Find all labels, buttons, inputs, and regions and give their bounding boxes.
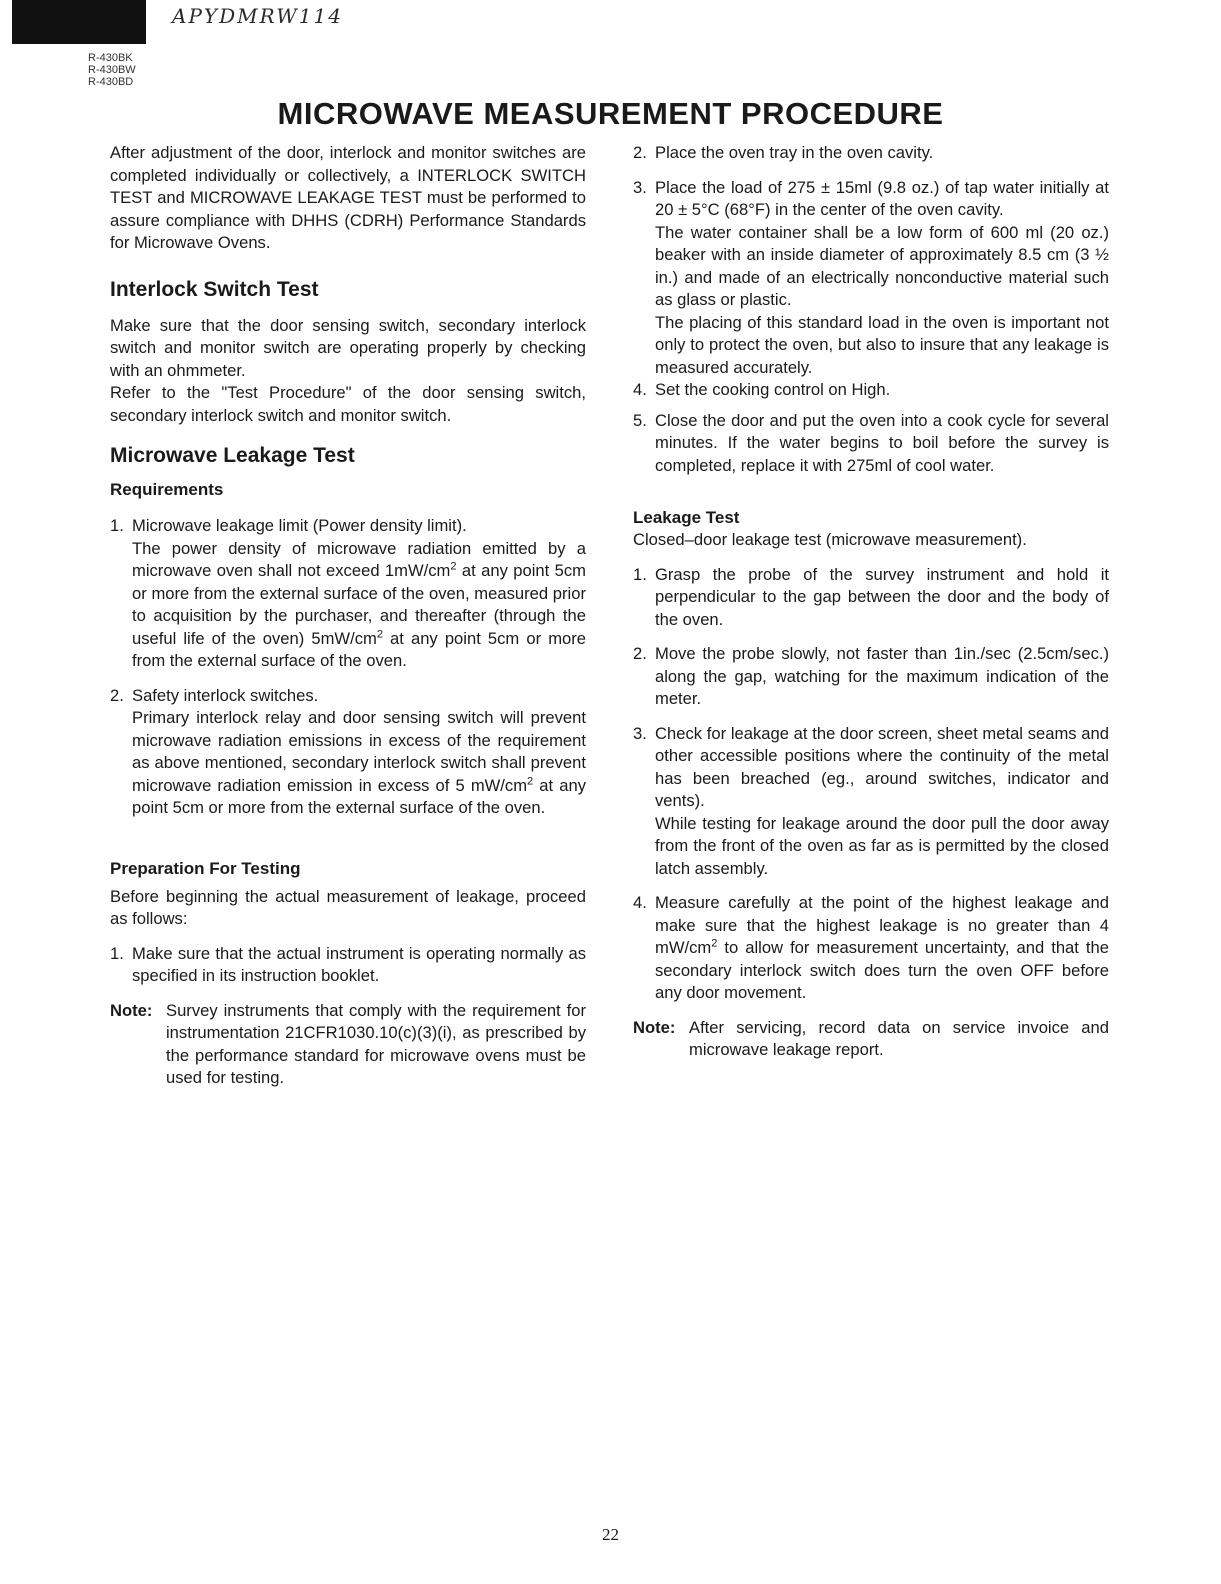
interlock-refer-paragraph: Refer to the "Test Procedure" of the door sensing switch, secondary interlock switch and monitor switch. [110,383,586,425]
preparation-item-text: The water container shall be a low form of 600 ml (20 oz.) beaker with an inside diameter of approximately 8.5 cm (3 ½ in.) and made of an electrically nonconductive material such as glass or plastic. [655,222,1109,309]
leakage-item-text: Measure carefully at the point of the highest leakage and make sure that the highest leakage is no greater than 4 $mW/cm^2$ to allow for measurement uncertainty, and that the secondary interlock switch does turn the oven OFF before any door movement. [655,893,1109,1002]
note-label: Note: [633,1017,676,1037]
requirement-item-1 [110,515,586,673]
preparation-item-text: Set the cooking control on High. [655,380,891,399]
preparation-item-3 [633,177,1109,380]
item-number: 1. [633,564,647,584]
item-number: 2. [110,685,124,705]
item-number: 2. [633,143,647,162]
interlock-paragraph: Make sure that the door sensing switch, secondary interlock switch and monitor switch are operating properly by checking with an ohmmeter. [110,315,586,380]
note-text: Survey instruments that comply with the requirement for instrumentation 21CFR1030.10(c)(3)(i), as prescribed by the performance standard for microwave ovens must be used for testing. [166,1000,586,1087]
requirement-body: The power density of microwave radiation emitted by a microwave oven shall not exceed $1mW/cm^2$ at any point 5cm or more from the external surface of the oven, measured prior to acquisition by the purchaser, and thereafter (through the useful life of the oven) $5mW/cm^2$ at any point 5cm or more from the external surface of the oven. [132,538,586,670]
requirement-title: Safety interlock switches. [132,685,319,705]
item-number: 1. [110,516,124,535]
microwave-leakage-test-heading: Microwave Leakage Test [110,444,355,467]
leakage-item-1 [633,564,1109,632]
left-column [110,142,586,1090]
preparation-item-4 [633,379,1109,402]
requirement-title: Microwave leakage limit (Power density limit). [132,516,467,535]
model-list [88,52,136,88]
requirement-item-2 [110,685,586,820]
preparation-item-5 [633,410,1109,478]
preparation-item-text: The placing of this standard load in the oven is important not only to protect the oven, but also to insure that any leakage is measured accurately. [655,312,1109,377]
leakage-item-text: While testing for leakage around the door pull the door away from the front of the oven as far as is permitted by the closed latch assembly. [655,813,1109,878]
preparation-heading: Preparation For Testing [110,858,301,878]
item-number: 4. [633,893,647,912]
page-title: MICROWAVE MEASUREMENT PROCEDURE [277,96,944,131]
preparation-note [110,1000,586,1090]
intro-paragraph: After adjustment of the door, interlock and monitor switches are completed individually or collectively, a INTERLOCK SWITCH TEST and MICROWAVE LEAKAGE TEST must be performed to assure compliance with DHHS (CDRH) Performance Standards for Microwave Ovens. [110,143,586,252]
leakage-item-text: Check for leakage at the door screen, sheet metal seams and other accessible positions where the continuity of the metal has been breached (eg., around switches, indicator and vents). [655,723,1109,810]
handwritten-note: APYDMRW114 [172,4,343,28]
note-text: After servicing, record data on service invoice and microwave leakage report. [689,1017,1109,1059]
preparation-intro: Before beginning the actual measurement of leakage, proceed as follows: [110,886,586,928]
leakage-item-4 [633,892,1109,1005]
interlock-switch-test-heading: Interlock Switch Test [110,277,319,301]
note-label: Note: [110,1000,153,1020]
right-column [633,142,1109,1062]
preparation-item-1 [110,943,586,988]
requirements-heading: Requirements [110,480,224,499]
leakage-test-heading: Leakage Test [633,508,740,527]
model-number: R-430BW [88,64,136,76]
leakage-item-text: Move the probe slowly, not faster than 1in./sec (2.5cm/sec.) along the gap, watching for the maximum indication of the meter. [655,644,1109,708]
item-number: 1. [110,943,124,963]
leakage-item-text: Grasp the probe of the survey instrument and hold it perpendicular to the gap between the door and the body of the oven. [655,564,1109,629]
model-number: R-430BK [88,52,133,64]
leakage-item-3 [633,723,1109,881]
item-number: 3. [633,723,647,743]
header-black-tab [12,0,146,44]
item-number: 2. [633,644,647,663]
item-number: 4. [633,380,647,399]
preparation-item-2 [633,142,1109,165]
requirement-body: Primary interlock relay and door sensing switch will prevent microwave radiation emissions in excess of the requirement as above mentioned, secondary interlock switch shall prevent microwave radiation emission in excess of 5 $mW/cm^2$ at any point 5cm or more from the external surface of the oven. [132,708,586,817]
leakage-item-2 [633,643,1109,711]
item-number: 5. [633,410,647,430]
page-number: 22 [602,1525,619,1544]
leakage-note [633,1017,1109,1062]
preparation-item-text: Place the load of 275 ± 15ml (9.8 oz.) of tap water initially at 20 ± 5°C (68°F) in the center of the oven cavity. [655,177,1109,219]
preparation-item-text: Make sure that the actual instrument is operating normally as specified in its instruction booklet. [132,943,586,985]
preparation-item-text: Close the door and put the oven into a cook cycle for several minutes. If the water begins to boil before the survey is completed, replace it with 275ml of cool water. [655,410,1109,475]
leakage-test-intro: Closed–door leakage test (microwave measurement). [633,530,1027,549]
preparation-item-text: Place the oven tray in the oven cavity. [655,143,934,162]
model-number: R-430BD [88,76,134,88]
item-number: 3. [633,177,647,197]
